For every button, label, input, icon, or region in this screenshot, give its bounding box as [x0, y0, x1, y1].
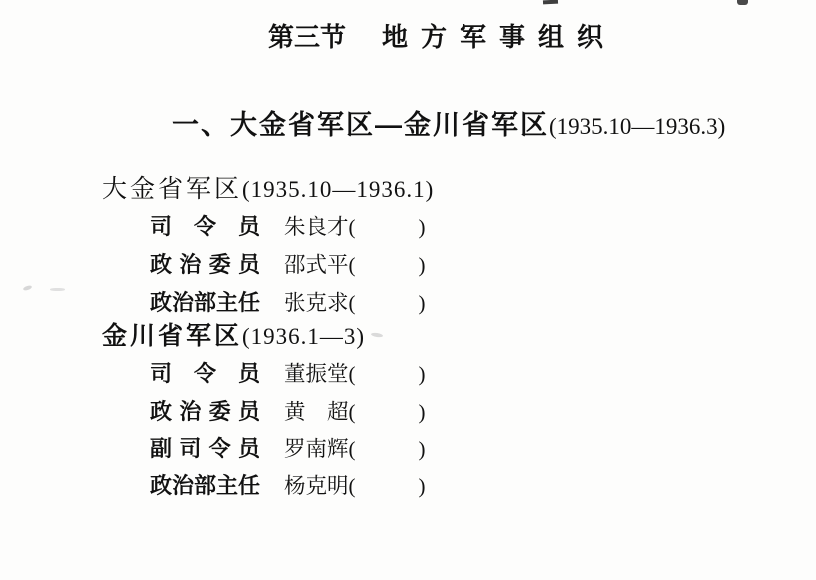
- officer-row: [150, 396, 426, 431]
- role-label: 政治部主任: [150, 290, 261, 315]
- scan-smudge: [371, 332, 383, 338]
- officer-row: [150, 433, 426, 468]
- officer-name: 黄 超: [284, 400, 349, 424]
- officer-name: 罗南辉: [284, 437, 349, 461]
- section-name: 金川省军区: [102, 322, 243, 350]
- officer-row: [150, 211, 426, 246]
- officer-name: 杨克明: [284, 474, 349, 498]
- officer-name: 张克求: [284, 291, 349, 315]
- officer-row: [150, 249, 426, 284]
- scan-smudge: [23, 285, 33, 292]
- section-dates: (1936.1—3): [242, 324, 366, 349]
- role-label: 副 司 令 员: [150, 436, 261, 461]
- section-header: [102, 174, 434, 209]
- section-dates: (1935.10—1936.1): [242, 177, 435, 202]
- scan-speck: [737, 0, 748, 5]
- blank-parens: ( ): [348, 474, 426, 498]
- page-title: [268, 20, 616, 59]
- role-label: 政 治 委 员: [150, 399, 261, 424]
- blank-parens: ( ): [348, 400, 426, 424]
- blank-parens: ( ): [348, 362, 426, 386]
- role-label: 司 令 员: [150, 214, 261, 239]
- section-header: [102, 320, 365, 356]
- scan-smudge: [50, 288, 65, 291]
- subtitle-text: 一、大金省军区—金川省军区: [172, 110, 549, 140]
- officer-name: 邵式平: [284, 253, 349, 277]
- role-label: 政 治 委 员: [150, 252, 261, 277]
- page-title-section-number: 第三节: [268, 22, 347, 52]
- blank-parens: ( ): [348, 291, 426, 315]
- page-title-text: 地方军事组织: [382, 22, 617, 52]
- role-label: 政治部主任: [150, 473, 261, 498]
- officer-name: 朱良才: [284, 215, 349, 239]
- scan-speck: [543, 0, 558, 4]
- subtitle: [172, 106, 725, 149]
- blank-parens: ( ): [348, 253, 426, 277]
- blank-parens: ( ): [348, 437, 426, 461]
- role-label: 司 令 员: [150, 361, 261, 386]
- officer-row: [150, 358, 426, 393]
- officer-row: [150, 470, 426, 505]
- subtitle-dates: (1935.10—1936.3): [549, 114, 726, 139]
- blank-parens: ( ): [348, 215, 426, 239]
- officer-name: 董振堂: [284, 362, 349, 386]
- officer-row: [150, 287, 426, 322]
- section-name: 大金省军区: [102, 176, 243, 203]
